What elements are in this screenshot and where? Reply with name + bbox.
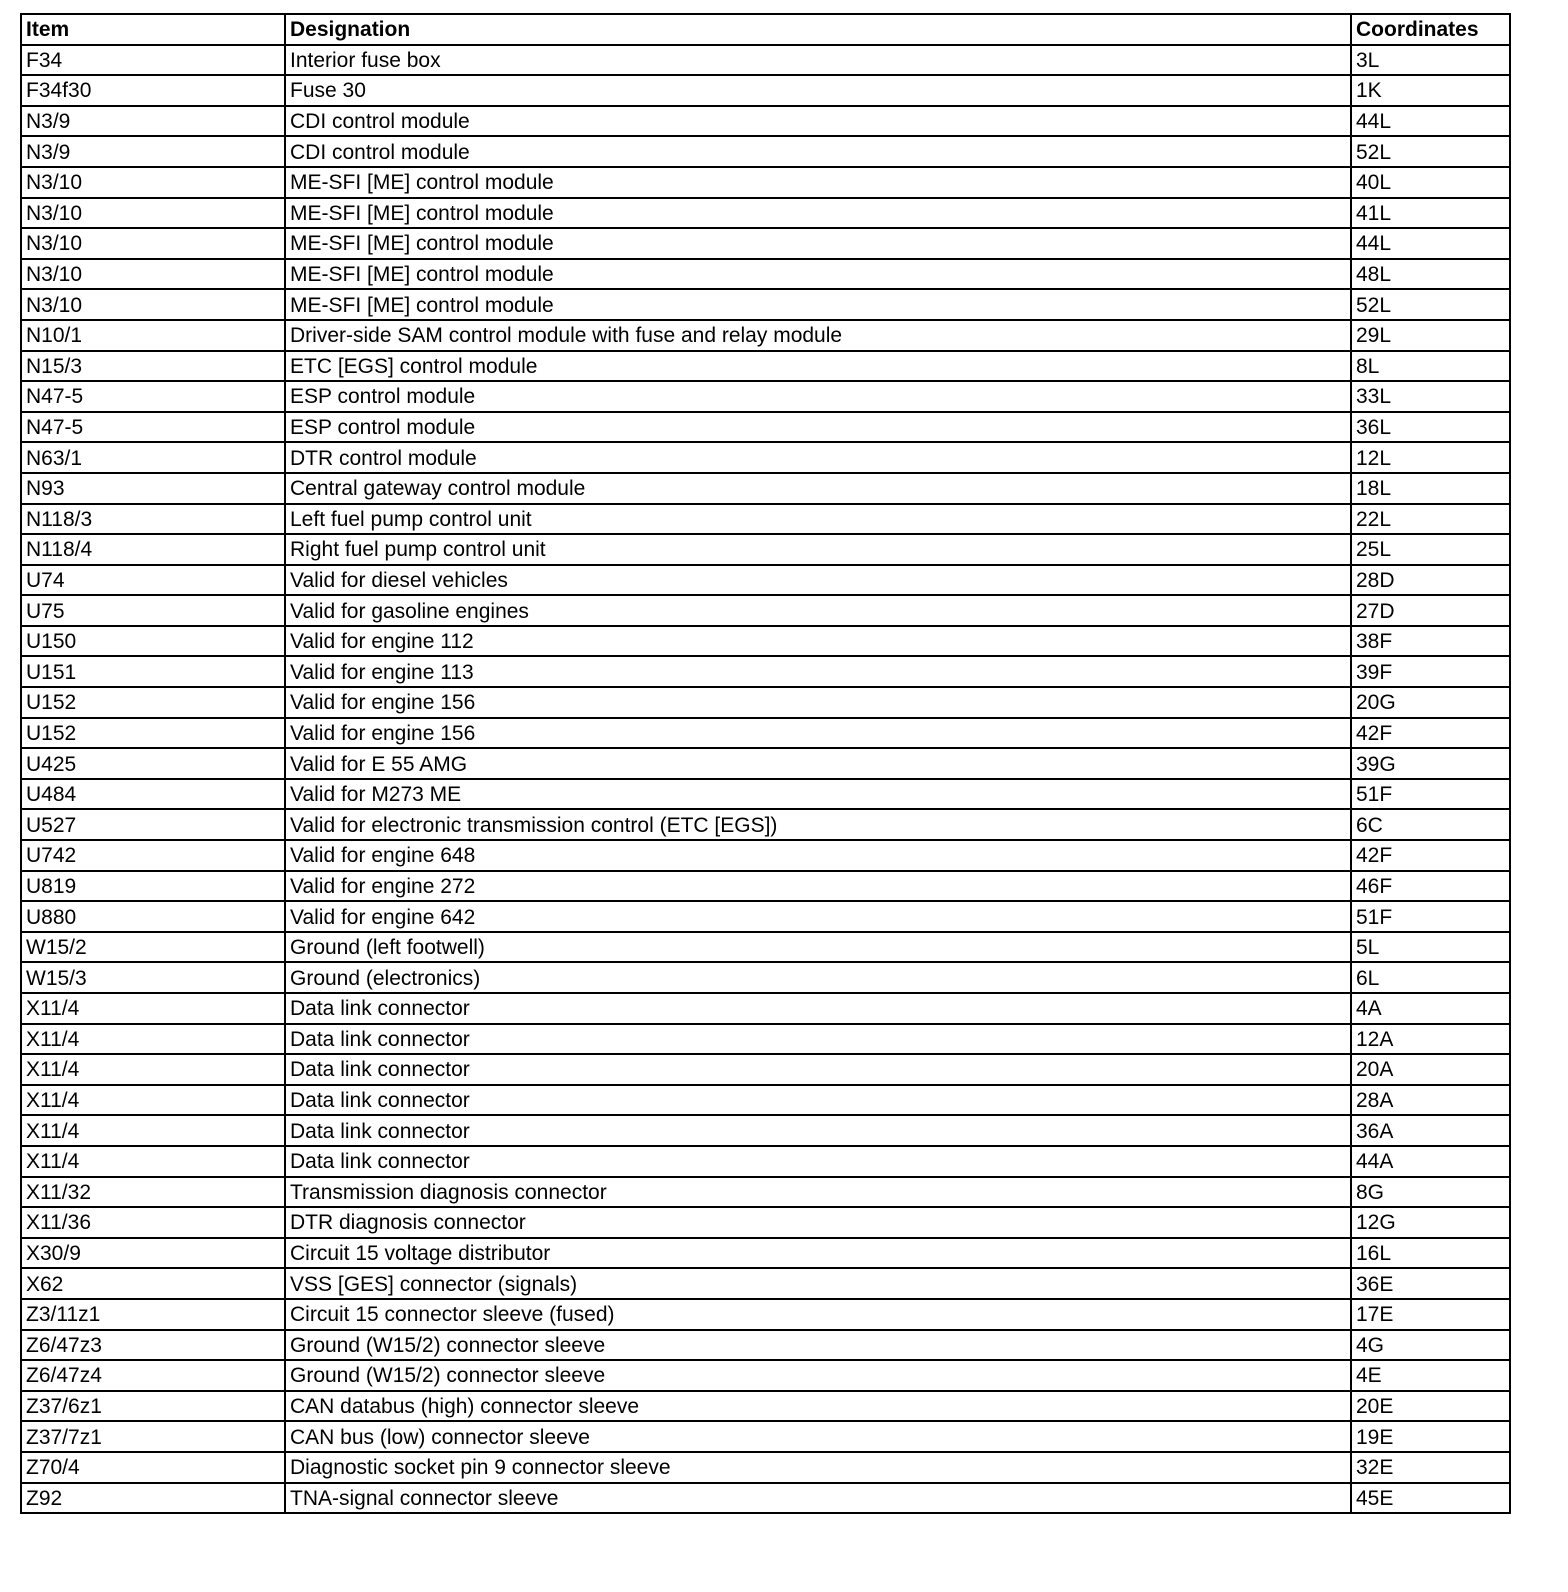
coordinates-cell: 44A: [1351, 1146, 1510, 1177]
table-row: [21, 1483, 1510, 1514]
item-cell: U74: [21, 565, 285, 596]
table-row: [21, 626, 1510, 657]
table-row: [21, 1299, 1510, 1330]
table-row: [21, 1452, 1510, 1483]
table-row: [21, 779, 1510, 810]
item-cell: N3/10: [21, 198, 285, 229]
coordinates-cell: 17E: [1351, 1299, 1510, 1330]
table-row: [21, 167, 1510, 198]
coordinates-cell: 4A: [1351, 993, 1510, 1024]
coordinates-cell: 25L: [1351, 534, 1510, 565]
item-cell: N3/10: [21, 228, 285, 259]
table-row: [21, 1024, 1510, 1055]
designation-cell: ETC [EGS] control module: [285, 351, 1351, 382]
coordinates-cell: 18L: [1351, 473, 1510, 504]
designation-cell: Valid for engine 113: [285, 656, 1351, 687]
table-row: [21, 718, 1510, 749]
item-cell: N118/3: [21, 504, 285, 535]
designation-cell: CAN bus (low) connector sleeve: [285, 1421, 1351, 1452]
item-cell: X11/4: [21, 1146, 285, 1177]
table-row: [21, 381, 1510, 412]
table-row: [21, 75, 1510, 106]
item-cell: N3/10: [21, 167, 285, 198]
designation-cell: Valid for engine 642: [285, 901, 1351, 932]
table-body: [21, 45, 1510, 1514]
item-cell: X11/4: [21, 1054, 285, 1085]
item-cell: X11/4: [21, 1085, 285, 1116]
coordinates-cell: 52L: [1351, 136, 1510, 167]
designation-cell: Valid for E 55 AMG: [285, 748, 1351, 779]
designation-cell: ME-SFI [ME] control module: [285, 289, 1351, 320]
item-cell: U151: [21, 656, 285, 687]
item-cell: U527: [21, 809, 285, 840]
coordinates-cell: 16L: [1351, 1238, 1510, 1269]
coordinates-cell: 38F: [1351, 626, 1510, 657]
designation-cell: Data link connector: [285, 1085, 1351, 1116]
designation-cell: ME-SFI [ME] control module: [285, 198, 1351, 229]
table-row: [21, 840, 1510, 871]
item-cell: N47-5: [21, 381, 285, 412]
coordinates-cell: 1K: [1351, 75, 1510, 106]
item-cell: N118/4: [21, 534, 285, 565]
table-row: [21, 412, 1510, 443]
designation-cell: Data link connector: [285, 1115, 1351, 1146]
designation-cell: Valid for engine 156: [285, 718, 1351, 749]
table-row: [21, 748, 1510, 779]
designation-cell: CDI control module: [285, 136, 1351, 167]
coordinates-cell: 52L: [1351, 289, 1510, 320]
item-cell: U152: [21, 718, 285, 749]
table-row: [21, 136, 1510, 167]
designation-cell: Valid for electronic transmission control (ETC [EGS]): [285, 809, 1351, 840]
coordinates-cell: 4G: [1351, 1330, 1510, 1361]
item-cell: Z70/4: [21, 1452, 285, 1483]
item-cell: N63/1: [21, 442, 285, 473]
coordinates-cell: 46F: [1351, 871, 1510, 902]
coordinates-cell: 8G: [1351, 1177, 1510, 1208]
designation-cell: DTR diagnosis connector: [285, 1207, 1351, 1238]
item-cell: X11/4: [21, 1115, 285, 1146]
header-item: Item: [21, 14, 285, 45]
designation-cell: Circuit 15 voltage distributor: [285, 1238, 1351, 1269]
designation-cell: Valid for engine 272: [285, 871, 1351, 902]
item-cell: U425: [21, 748, 285, 779]
item-cell: X62: [21, 1268, 285, 1299]
designation-cell: Valid for gasoline engines: [285, 595, 1351, 626]
designation-cell: Ground (electronics): [285, 962, 1351, 993]
coordinates-cell: 33L: [1351, 381, 1510, 412]
item-cell: N15/3: [21, 351, 285, 382]
coordinates-cell: 28A: [1351, 1085, 1510, 1116]
table-row: [21, 1391, 1510, 1422]
table-row: [21, 1207, 1510, 1238]
item-cell: X11/4: [21, 993, 285, 1024]
designation-cell: Valid for diesel vehicles: [285, 565, 1351, 596]
item-cell: N3/10: [21, 259, 285, 290]
table-row: [21, 1421, 1510, 1452]
table-row: [21, 932, 1510, 963]
coordinates-cell: 22L: [1351, 504, 1510, 535]
item-cell: N3/9: [21, 136, 285, 167]
table-row: [21, 442, 1510, 473]
coordinates-cell: 39F: [1351, 656, 1510, 687]
coordinates-cell: 20G: [1351, 687, 1510, 718]
item-cell: Z6/47z4: [21, 1360, 285, 1391]
table-row: [21, 1085, 1510, 1116]
item-cell: F34f30: [21, 75, 285, 106]
item-cell: Z6/47z3: [21, 1330, 285, 1361]
header-coordinates: Coordinates: [1351, 14, 1510, 45]
designation-cell: ESP control module: [285, 412, 1351, 443]
table-row: [21, 962, 1510, 993]
item-cell: W15/3: [21, 962, 285, 993]
designation-cell: ME-SFI [ME] control module: [285, 259, 1351, 290]
table-row: [21, 534, 1510, 565]
item-cell: X11/4: [21, 1024, 285, 1055]
item-cell: N3/9: [21, 106, 285, 137]
coordinates-cell: 36A: [1351, 1115, 1510, 1146]
designation-cell: Ground (W15/2) connector sleeve: [285, 1360, 1351, 1391]
designation-cell: CDI control module: [285, 106, 1351, 137]
header-designation: Designation: [285, 14, 1351, 45]
item-cell: U880: [21, 901, 285, 932]
coordinates-cell: 51F: [1351, 901, 1510, 932]
table-row: [21, 1330, 1510, 1361]
designation-cell: TNA-signal connector sleeve: [285, 1483, 1351, 1514]
table-row: [21, 1177, 1510, 1208]
designation-cell: Interior fuse box: [285, 45, 1351, 76]
designation-cell: Data link connector: [285, 1054, 1351, 1085]
designation-cell: Ground (left footwell): [285, 932, 1351, 963]
coordinates-cell: 27D: [1351, 595, 1510, 626]
coordinates-cell: 6C: [1351, 809, 1510, 840]
coordinates-cell: 20A: [1351, 1054, 1510, 1085]
table-row: [21, 1238, 1510, 1269]
table-row: [21, 473, 1510, 504]
designation-cell: Valid for M273 ME: [285, 779, 1351, 810]
designation-cell: ME-SFI [ME] control module: [285, 167, 1351, 198]
designation-cell: Diagnostic socket pin 9 connector sleeve: [285, 1452, 1351, 1483]
coordinates-cell: 36L: [1351, 412, 1510, 443]
coordinates-cell: 12A: [1351, 1024, 1510, 1055]
designation-cell: Data link connector: [285, 1024, 1351, 1055]
coordinates-cell: 42F: [1351, 718, 1510, 749]
designation-cell: Circuit 15 connector sleeve (fused): [285, 1299, 1351, 1330]
coordinates-cell: 44L: [1351, 106, 1510, 137]
item-cell: X30/9: [21, 1238, 285, 1269]
item-cell: N47-5: [21, 412, 285, 443]
coordinates-cell: 12G: [1351, 1207, 1510, 1238]
table-row: [21, 1146, 1510, 1177]
item-cell: N93: [21, 473, 285, 504]
coordinates-cell: 29L: [1351, 320, 1510, 351]
designation-cell: Fuse 30: [285, 75, 1351, 106]
table-row: [21, 1115, 1510, 1146]
header-row: [21, 14, 1510, 45]
table-row: [21, 993, 1510, 1024]
designation-cell: Right fuel pump control unit: [285, 534, 1351, 565]
coordinates-cell: 41L: [1351, 198, 1510, 229]
item-cell: X11/36: [21, 1207, 285, 1238]
item-cell: Z37/7z1: [21, 1421, 285, 1452]
table-row: [21, 1360, 1510, 1391]
item-cell: U819: [21, 871, 285, 902]
table-row: [21, 809, 1510, 840]
designation-cell: Driver-side SAM control module with fuse and relay module: [285, 320, 1351, 351]
table-row: [21, 320, 1510, 351]
coordinates-cell: 5L: [1351, 932, 1510, 963]
designation-cell: Left fuel pump control unit: [285, 504, 1351, 535]
item-cell: Z92: [21, 1483, 285, 1514]
table-row: [21, 504, 1510, 535]
coordinates-cell: 3L: [1351, 45, 1510, 76]
designation-cell: CAN databus (high) connector sleeve: [285, 1391, 1351, 1422]
designation-cell: Data link connector: [285, 1146, 1351, 1177]
coordinates-cell: 8L: [1351, 351, 1510, 382]
coordinates-cell: 20E: [1351, 1391, 1510, 1422]
designation-cell: DTR control module: [285, 442, 1351, 473]
coordinates-cell: 45E: [1351, 1483, 1510, 1514]
designation-cell: Valid for engine 156: [285, 687, 1351, 718]
table-row: [21, 595, 1510, 626]
designation-cell: Transmission diagnosis connector: [285, 1177, 1351, 1208]
designation-cell: Valid for engine 112: [285, 626, 1351, 657]
coordinates-cell: 44L: [1351, 228, 1510, 259]
designation-cell: ESP control module: [285, 381, 1351, 412]
item-cell: X11/32: [21, 1177, 285, 1208]
table-row: [21, 656, 1510, 687]
item-cell: Z37/6z1: [21, 1391, 285, 1422]
table-row: [21, 106, 1510, 137]
table-row: [21, 565, 1510, 596]
item-cell: N10/1: [21, 320, 285, 351]
coordinates-cell: 40L: [1351, 167, 1510, 198]
table-row: [21, 289, 1510, 320]
designation-cell: Valid for engine 648: [285, 840, 1351, 871]
item-cell: U484: [21, 779, 285, 810]
item-cell: U150: [21, 626, 285, 657]
designation-cell: Ground (W15/2) connector sleeve: [285, 1330, 1351, 1361]
item-cell: N3/10: [21, 289, 285, 320]
table-row: [21, 228, 1510, 259]
table-row: [21, 901, 1510, 932]
table-header: [21, 14, 1510, 45]
table-row: [21, 351, 1510, 382]
coordinates-cell: 39G: [1351, 748, 1510, 779]
designation-cell: VSS [GES] connector (signals): [285, 1268, 1351, 1299]
item-cell: W15/2: [21, 932, 285, 963]
designation-cell: ME-SFI [ME] control module: [285, 228, 1351, 259]
coordinates-cell: 51F: [1351, 779, 1510, 810]
designation-cell: Data link connector: [285, 993, 1351, 1024]
table-row: [21, 198, 1510, 229]
coordinates-cell: 42F: [1351, 840, 1510, 871]
component-legend-table: [20, 13, 1511, 1514]
item-cell: U152: [21, 687, 285, 718]
table-row: [21, 1268, 1510, 1299]
designation-cell: Central gateway control module: [285, 473, 1351, 504]
item-cell: Z3/11z1: [21, 1299, 285, 1330]
coordinates-cell: 12L: [1351, 442, 1510, 473]
coordinates-cell: 48L: [1351, 259, 1510, 290]
coordinates-cell: 28D: [1351, 565, 1510, 596]
item-cell: U75: [21, 595, 285, 626]
table-row: [21, 687, 1510, 718]
table-row: [21, 45, 1510, 76]
coordinates-cell: 6L: [1351, 962, 1510, 993]
table-row: [21, 259, 1510, 290]
table-row: [21, 1054, 1510, 1085]
item-cell: F34: [21, 45, 285, 76]
coordinates-cell: 36E: [1351, 1268, 1510, 1299]
coordinates-cell: 4E: [1351, 1360, 1510, 1391]
coordinates-cell: 19E: [1351, 1421, 1510, 1452]
coordinates-cell: 32E: [1351, 1452, 1510, 1483]
table-row: [21, 871, 1510, 902]
item-cell: U742: [21, 840, 285, 871]
